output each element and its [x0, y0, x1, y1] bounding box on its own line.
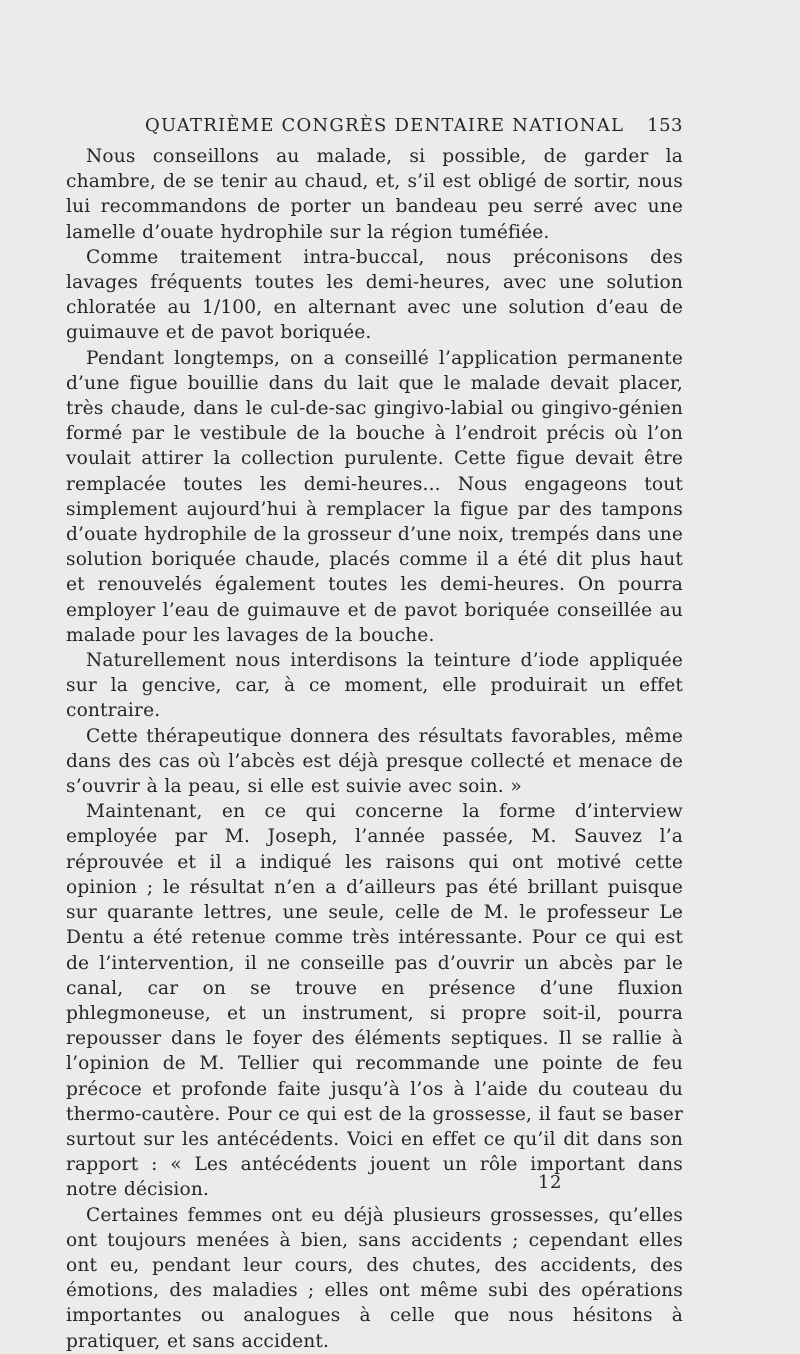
- paragraph: Pendant longtemps, on a conseillé l’application permanente d’une figue bouillie dans du lait que le malade devait placer, très chaude, dans le cul-de-sac gingivo-labial ou gingivo-génien formé par le vestibule de la bouche à l’endroit précis où l’on voulait attirer la collection purulente. Cette figue devait être remplacée toutes les demi-heures... Nous engageons tout simplement aujourd’hui à remplacer la figue par des tampons d’ouate hydrophile de la grosseur d’une noix, trempés dans une solution boriquée chaude, placés comme il a été dit plus haut et renouvelés également toutes les demi-heures. On pourra employer l’eau de guimauve et de pavot boriquée conseillée au malade pour les lavages de la bouche.: [66, 347, 683, 646]
- paragraph: Nous conseillons au malade, si possible, de garder la chambre, de se tenir au chaud, et, s’il est obligé de sortir, nous lui recommandons de porter un bandeau peu serré avec une lamelle d’ouate hydrophile sur la région tuméfiée.: [66, 146, 683, 243]
- body-text: [66, 144, 683, 1354]
- running-title: QUATRIÈME CONGRÈS DENTAIRE NATIONAL: [145, 115, 625, 136]
- signature-mark: 12: [538, 1172, 562, 1193]
- paragraph: Naturellement nous interdisons la teinture d’iode appliquée sur la gencive, car, à ce moment, elle produirait un effet contraire.: [66, 650, 683, 722]
- paragraph: Comme traitement intra-buccal, nous préconisons des lavages fréquents toutes les demi-heures, avec une solution chloratée au 1/100, en alternant avec une solution d’eau de guimauve et de pavot boriquée.: [66, 246, 683, 344]
- page-number: 153: [647, 115, 683, 136]
- paragraph: Certaines femmes ont eu déjà plusieurs grossesses, qu’elles ont toujours menées à bien, sans accidents ; cependant elles ont eu, pendant leur cours, des chutes, des accidents, des émotions, des maladies ; elles ont même subi des opérations importantes ou analogues à celle que nous hésitons à pratiquer, et sans accident.: [66, 1204, 683, 1352]
- paragraph: Cette thérapeutique donnera des résultats favorables, même dans des cas où l’abcès est déjà presque collecté et menace de s’ouvrir à la peau, si elle est suivie avec soin. »: [66, 725, 683, 798]
- page: [66, 112, 683, 1354]
- paragraph: Maintenant, en ce qui concerne la forme d’interview employée par M. Joseph, l’année passée, M. Sauvez l’a réprouvée et il a indiqué les raisons qui ont motivé cette opinion ; le résultat n’en a d’ailleurs pas été brillant puisque sur quarante lettres, une seule, celle de M. le professeur Le Dentu a été retenue comme très intéressante. Pour ce qui est de l’intervention, il ne conseille pas d’ouvrir un abcès par le canal, car on se trouve en présence d’une fluxion phlegmoneuse, et un instrument, si propre soit-il, pourra repousser dans le foyer des éléments septiques. Il se rallie à l’opinion de M. Tellier qui recommande une pointe de feu précoce et profonde faite jusqu’à l’os à l’aide du couteau du thermo-cautère. Pour ce qui est de la grossesse, il faut se baser surtout sur les antécédents. Voici en effet ce qu’il dit dans son rapport : « Les antécédents jouent un rôle important dans notre décision.: [66, 801, 683, 1201]
- running-head: [145, 112, 683, 140]
